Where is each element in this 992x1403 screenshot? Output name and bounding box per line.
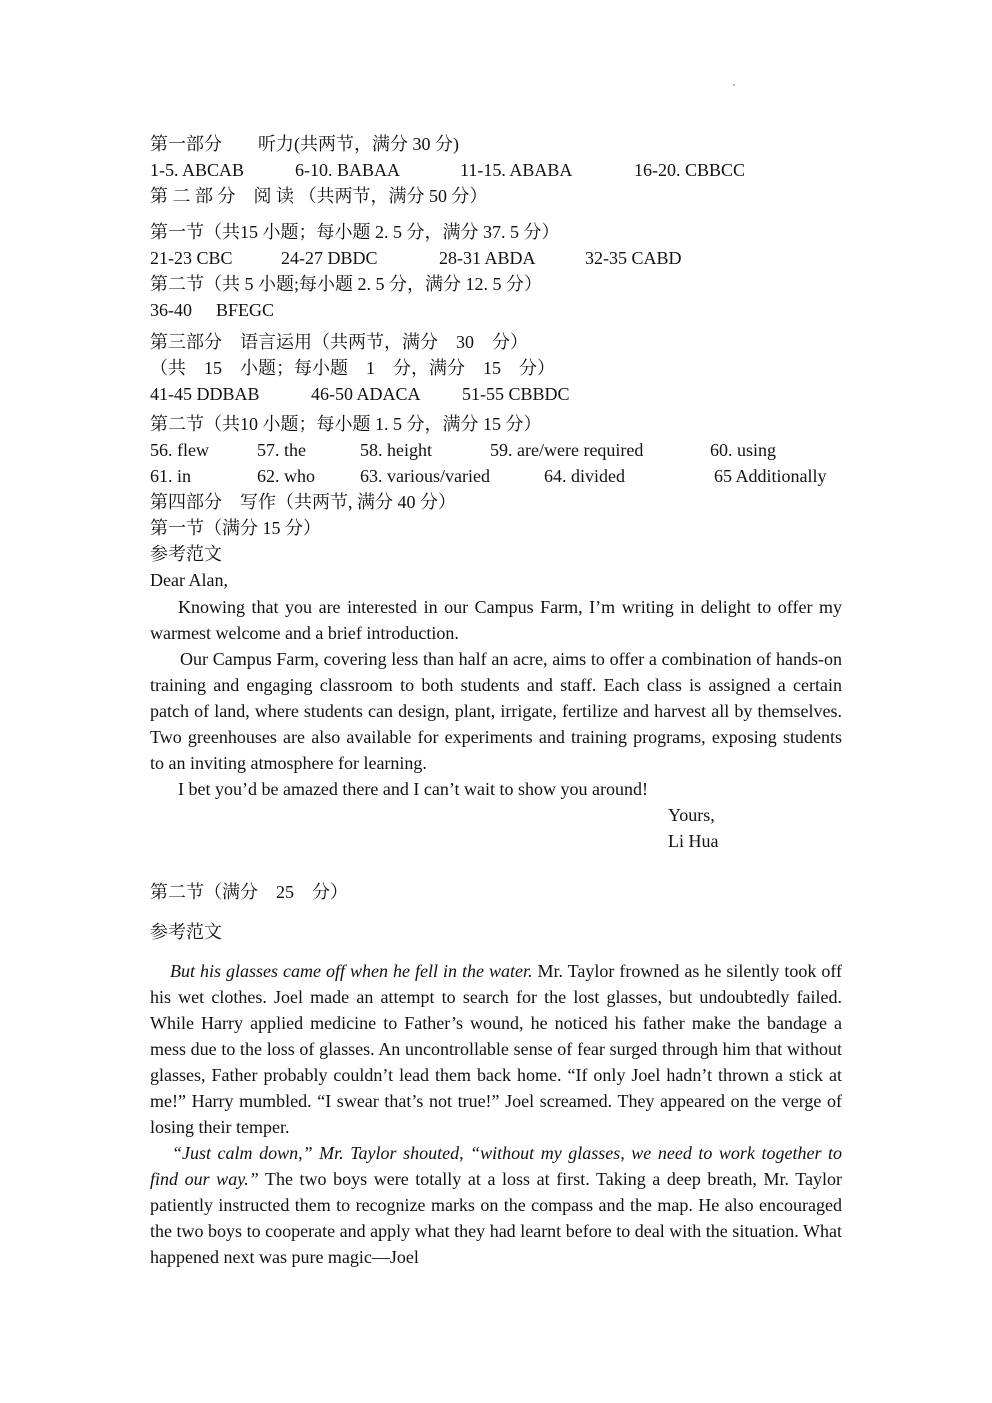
answer-item: 57. the [257,440,306,460]
answer-group: 6-10. BABAA [295,160,401,180]
answer-group: 32-35 CABD [585,248,682,268]
part4-heading: 第四部分 写作（共两节, 满分 40 分） [150,492,456,512]
part2-sec1-heading: 第一节（共15 小题；每小题 2. 5 分，满分 37. 5 分） [150,222,560,242]
letter-paragraph-3: I bet you’d be amazed there and I can’t wait to show you around! [178,779,649,799]
letter-paragraph-2: Our Campus Farm, covering less than half an acre, aims to offer a combination of hands-on training and engaging classroom to both students and staff. Each class is assigned a certain patch of land, where students can design, plant, irrigate, fertilize and harvest all by themselves. Two greenhouses are also available for experiments and training programs, exposing students to an inviting atmosphere for learning. [150,649,842,773]
part3-row1 [150,438,850,462]
answer-item: 63. various/varied [360,466,490,486]
answer-group: 28-31 ABDA [439,248,536,268]
answer-group: 51-55 CBBDC [462,384,570,404]
part3-sec1-answers [150,382,850,406]
answer-group: BFEGC [216,300,275,320]
part3-sec2-heading: 第二节（共10 小题；每小题 1. 5 分，满分 15 分） [150,414,542,434]
answer-group: 11-15. ABABA [460,160,573,180]
answer-group: 41-45 DDBAB [150,384,260,404]
part2-sec1-answers [150,246,850,270]
answer-group: 1-5. ABCAB [150,160,245,180]
answer-item: 62. who [257,466,315,486]
part1-heading: 第一部分 听力(共两节，满分 30 分) [150,134,459,154]
part2-heading: 第 二 部 分 阅 读 （共两节，满分 50 分） [150,186,488,206]
part2-sec2-answers [150,298,450,322]
sample-essay-label: 参考范文 [150,544,222,564]
story-paragraph-2 [150,1140,842,1270]
part4-sec1-heading: 第一节（满分 15 分） [150,518,321,538]
answer-group: 46-50 ADACA [311,384,421,404]
answer-group: 21-23 CBC [150,248,233,268]
answer-item: 59. are/were required [490,440,644,460]
answer-item: 60. using [710,440,777,460]
letter-salutation: Dear Alan, [150,570,228,590]
part3-heading: 第三部分 语言运用（共两节，满分 30 分） [150,332,528,352]
letter-paragraph-1: Knowing that you are interested in our Campus Farm, I’m writing in delight to offer my warmest welcome and a brief introduction. [150,597,842,643]
part2-sec2-heading: 第二节（共 5 小题;每小题 2. 5 分，满分 12. 5 分） [150,274,542,294]
answer-group: 16-20. CBBCC [634,160,746,180]
story-paragraph-1-text: Mr. Taylor frowned as he silently took off his wet clothes. Joel made an attempt to search for the lost glasses, but undoubtedly failed. While Harry applied medicine to Father’s wound, he noticed his father make the bandage a mess due to the loss of glasses. An uncontrollable sense of fear surged through him that without glasses, Father probably couldn’t lead them back home. “If only Joel hadn’t thrown a stick at me!” Harry mumbled. “I swear that’s not true!” Joel screamed. They appeared on the verge of losing their temper. [150,961,842,1137]
letter-closing: Yours, [668,805,715,825]
story-opening-sentence: But his glasses came off when he fell in the water. [170,961,533,981]
letter-signature: Li Hua [668,831,719,851]
story-paragraph-2-text: The two boys were totally at a loss at first. Taking a deep breath, Mr. Taylor patiently instructed them to recognize marks on the compass and the map. He also encouraged the two boys to cooperate and apply what they had learnt before to deal with the situation. What happened next was pure magic—Joel [150,1169,842,1267]
story-second-opening: “Just calm down,” Mr. Taylor shouted, “without my glasses, we need to work together to find our way.” [150,1143,842,1189]
part1-answers [150,158,850,182]
answer-range: 36-40 [150,300,192,320]
answer-item: 64. divided [544,466,625,486]
part3-row2 [150,464,850,488]
sample-essay-label-2: 参考范文 [150,922,222,942]
part4-sec2-heading: 第二节（满分 25 分） [150,882,348,902]
answer-item: 58. height [360,440,432,460]
answer-item: 61. in [150,466,192,486]
answer-group: 24-27 DBDC [281,248,378,268]
scan-speck [733,84,735,86]
part3-sec1-heading: （共 15 小题；每小题 1 分，满分 15 分） [150,358,555,378]
story-paragraph-1 [150,958,842,1140]
answer-item: 56. flew [150,440,209,460]
answer-item: 65 Additionally [714,466,827,486]
